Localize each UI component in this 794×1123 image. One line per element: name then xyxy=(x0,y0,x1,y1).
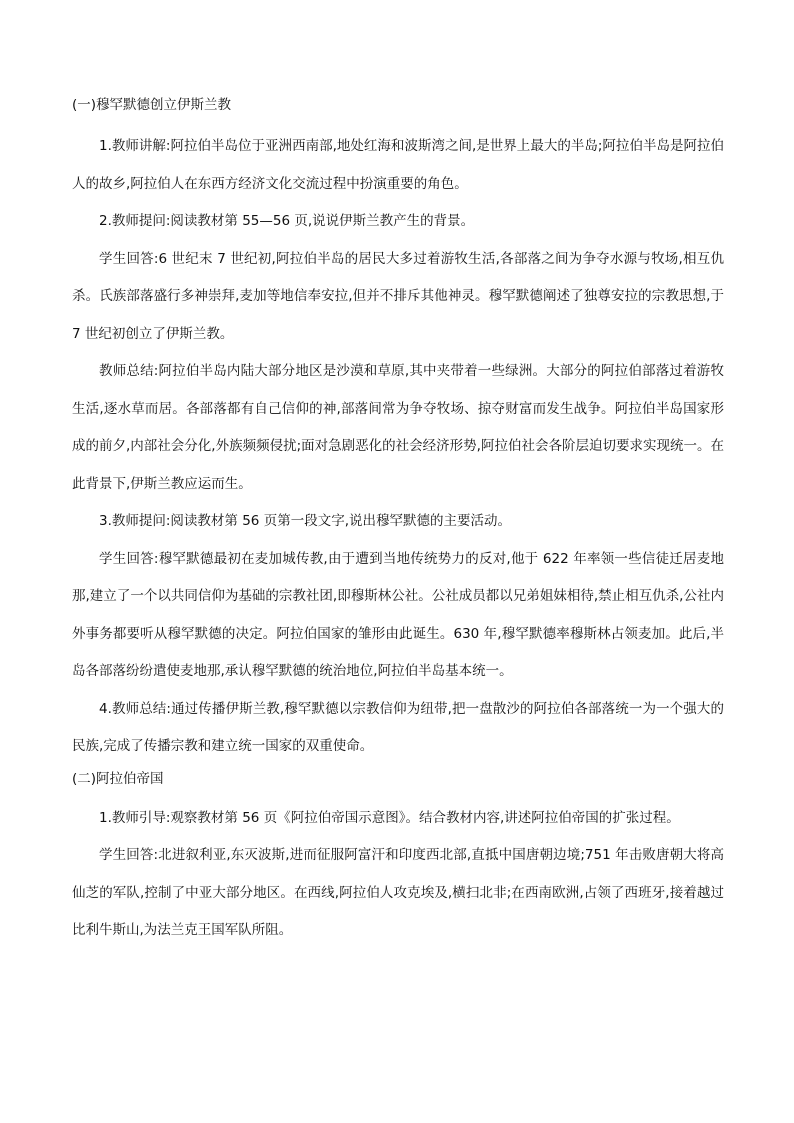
section-heading-2: (二)阿拉伯帝国 xyxy=(72,770,164,787)
paragraph: 学生回答:6 世纪末 7 世纪初,阿拉伯半岛的居民大多过着游牧生活,各部落之间为争夺水源与牧场,相互仇杀。氏族部落盛行多神崇拜,麦加等地信奉安拉,但并不排斥其他神灵。穆罕默德阐述了独尊安拉的宗教思想,于 7 世纪初创立了伊斯兰教。 xyxy=(72,250,724,342)
paragraph: 3.教师提问:阅读教材第 56 页第一段文字,说出穆罕默德的主要活动。 xyxy=(99,513,511,529)
paragraph: 1.教师引导:观察教材第 56 页《阿拉伯帝国示意图》。结合教材内容,讲述阿拉伯帝国的扩张过程。 xyxy=(99,809,680,826)
paragraph: 学生回答:北进叙利亚,东灭波斯,进而征服阿富汗和印度西北部,直抵中国唐朝边境;751 年击败唐朝大将高仙芝的军队,控制了中亚大部分地区。在西线,阿拉伯人攻克埃及,横扫北非;在西南欧洲,占领了西班牙,接着越过比利牛斯山,为法兰克王国军队所阻。 xyxy=(72,847,724,938)
paragraph: 4.教师总结:通过传播伊斯兰教,穆罕默德以宗教信仰为纽带,把一盘散沙的阿拉伯各部落统一为一个强大的民族,完成了传播宗教和建立统一国家的双重使命。 xyxy=(72,700,724,754)
section-heading-1: (一)穆罕默德创立伊斯兰教 xyxy=(72,97,232,113)
paragraph: 2.教师提问:阅读教材第 55—56 页,说说伊斯兰教产生的背景。 xyxy=(99,213,475,229)
paragraph: 1.教师讲解:阿拉伯半岛位于亚洲西南部,地处红海和波斯湾之间,是世界上最大的半岛;阿拉伯半岛是阿拉伯人的故乡,阿拉伯人在东西方经济文化交流过程中扮演重要的角色。 xyxy=(72,138,724,192)
paragraph: 教师总结:阿拉伯半岛内陆大部分地区是沙漠和草原,其中夹带着一些绿洲。大部分的阿拉伯部落过着游牧生活,逐水草而居。各部落都有自己信仰的神,部落间常为争夺牧场、掠夺财富而发生战争。阿拉伯半岛国家形成的前夕,内部社会分化,外族频频侵扰;面对急剧恶化的社会经济形势,阿拉伯社会各阶层迫切要求实现统一。在此背景下,伊斯兰教应运而生。 xyxy=(72,363,724,492)
paragraph: 学生回答:穆罕默德最初在麦加城传教,由于遭到当地传统势力的反对,他于 622 年率领一些信徒迁居麦地那,建立了一个以共同信仰为基础的宗教社团,即穆斯林公社。公社成员都以兄弟姐妹相待,禁止相互仇杀,公社内外事务都要听从穆罕默德的决定。阿拉伯国家的雏形由此诞生。630 年,穆罕默德率穆斯林占领麦加。此后,半岛各部落纷纷遣使麦地那,承认穆罕默德的统治地位,阿拉伯半岛基本统一。 xyxy=(72,550,724,679)
